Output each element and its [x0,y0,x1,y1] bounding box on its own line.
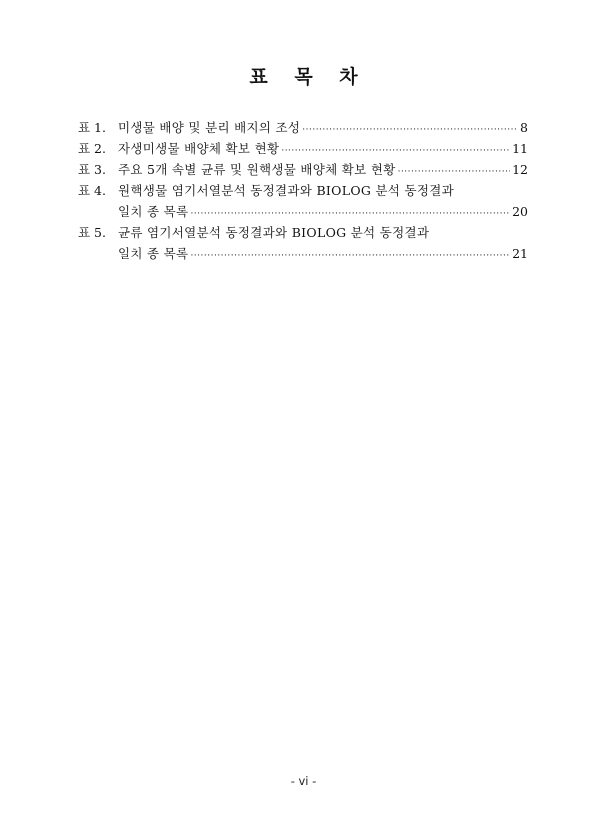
dot-leader [302,125,518,135]
toc-entry-title: 미생물 배양 및 분리 배지의 조성 [118,120,301,135]
toc-entry-5[interactable] [78,223,528,265]
toc-entry-page: 8 [520,120,528,135]
toc-entry-page: 21 [512,246,528,261]
toc-entry-title: 원핵생물 염기서열분석 동정결과와 BIOLOG 분석 동정결과 [118,183,454,198]
toc-entry-number: 표 3. [78,162,106,177]
toc-entry-number: 표 2. [78,141,106,156]
table-of-contents [78,118,528,265]
toc-entry-number: 표 4. [78,183,106,198]
dot-leader [190,209,510,219]
toc-entry-line [78,223,528,244]
toc-entry-title: 주요 5개 속별 균류 및 원핵생물 배양체 확보 현황 [118,162,396,177]
toc-entry-title: 자생미생물 배양체 확보 현황 [118,141,280,156]
toc-entry-page: 20 [512,204,528,219]
toc-entry-3[interactable] [78,160,528,181]
toc-entry-page: 12 [512,162,528,177]
page-title: 표 목 차 [249,66,368,88]
toc-entry-page: 11 [512,141,528,156]
toc-entry-line [78,181,528,202]
toc-entry-2[interactable] [78,139,528,160]
page-number-footer: - vi - [290,774,317,788]
dot-leader [398,167,511,177]
toc-entry-line [78,202,528,223]
toc-entry-number: 표 5. [78,225,106,240]
toc-entry-line [78,244,528,265]
dot-leader [281,146,510,156]
toc-entry-number: 표 1. [78,120,106,135]
toc-entry-title: 균류 염기서열분석 동정결과와 BIOLOG 분석 동정결과 [118,225,430,240]
toc-entry-title-continued: 일치 종 목록 [118,246,189,261]
toc-entry-4[interactable] [78,181,528,223]
toc-entry-title-continued: 일치 종 목록 [118,204,189,219]
dot-leader [190,251,510,261]
toc-entry-1[interactable] [78,118,528,139]
